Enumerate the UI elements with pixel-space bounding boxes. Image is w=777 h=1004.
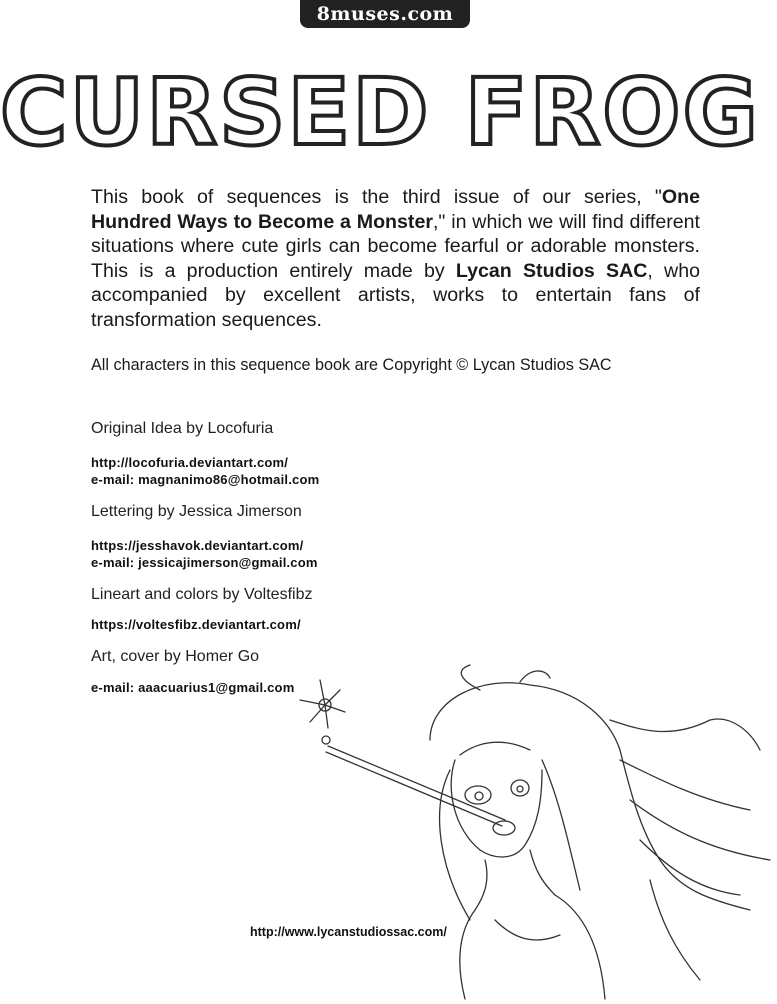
copyright-notice: All characters in this sequence book are Copyright © Lycan Studios SAC (91, 356, 612, 374)
credit-lineart: Lineart and colors by Voltesfibz (91, 586, 313, 603)
intro-text-1: This book of sequences is the third issue of our series, " (91, 186, 662, 208)
title-text: CURSED FROG (0, 59, 760, 166)
link-locofuria-email[interactable]: e-mail: magnanimo86@hotmail.com (91, 472, 320, 487)
intro-text-3: , who accompanied by excellent artists, works to entertain fans of transformation sequences. (91, 259, 700, 331)
page-title (0, 52, 760, 172)
credit-original-idea: Original Idea by Locofuria (91, 420, 274, 437)
girl-with-wand-illustration (280, 660, 777, 999)
link-homer-email[interactable]: e-mail: aaacuarius1@gmail.com (91, 680, 295, 695)
intro-paragraph (91, 185, 700, 333)
credit-art-cover: Art, cover by Homer Go (91, 648, 260, 665)
intro-text-2: ," in which we will find different situations where cute girls can become fearful or adorable monsters. This is a production entirely made by (91, 210, 700, 282)
link-locofuria-deviantart[interactable]: http://locofuria.deviantart.com/ (91, 455, 289, 470)
link-jessica-email[interactable]: e-mail: jessicajimerson@gmail.com (91, 555, 318, 570)
title-logo (0, 52, 760, 172)
sparkle-icon (300, 680, 345, 744)
watermark-badge (300, 0, 470, 28)
link-voltesfibz-deviantart[interactable]: https://voltesfibz.deviantart.com/ (91, 617, 301, 632)
studio-name: Lycan Studios SAC (455, 259, 648, 282)
link-jesshavok-deviantart[interactable]: https://jesshavok.deviantart.com/ (91, 538, 304, 553)
credit-lettering: Lettering by Jessica Jimerson (91, 503, 302, 520)
watermark-text: 8muses.com (316, 3, 454, 25)
series-name: One Hundred Ways to Become a Monster (91, 186, 700, 233)
site-link[interactable]: http://www.lycanstudiossac.com/ (250, 925, 447, 939)
